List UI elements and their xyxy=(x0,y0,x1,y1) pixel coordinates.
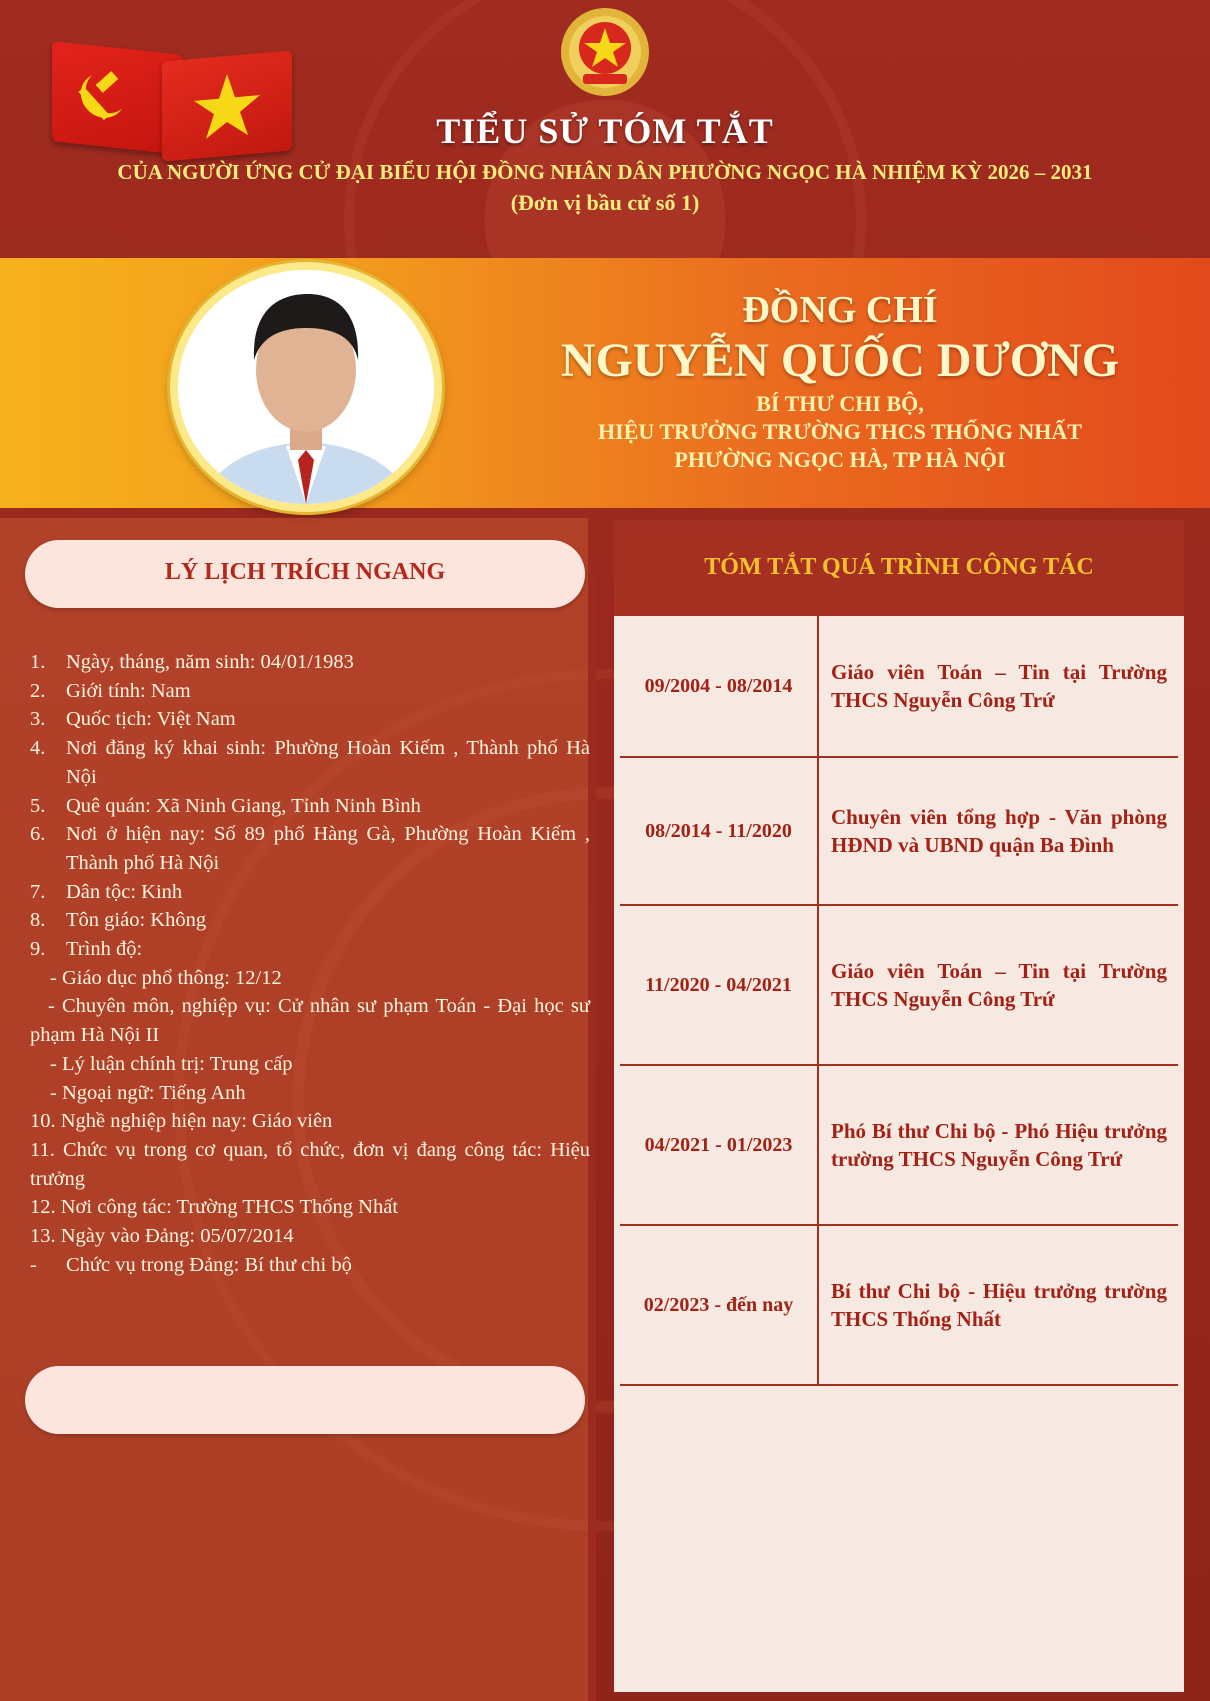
list-item xyxy=(30,792,590,821)
bio-list xyxy=(30,648,590,1279)
list-item xyxy=(30,878,590,907)
comrade-label: ĐỒNG CHÍ xyxy=(742,289,938,331)
list-item xyxy=(30,648,590,677)
national-emblem-icon xyxy=(559,6,651,98)
empty-pill xyxy=(25,1366,585,1434)
item-text: Quốc tịch: Việt Nam xyxy=(66,708,236,731)
description-cell: Bí thư Chi bộ - Hiệu trưởng trường THCS Thống Nhất xyxy=(831,1279,1167,1331)
list-item xyxy=(30,734,590,791)
header xyxy=(0,0,1210,255)
edu-general: - Giáo dục phổ thông: 12/12 xyxy=(50,966,282,989)
item-number: 6. xyxy=(30,823,46,846)
period-cell: 02/2023 - đến nay xyxy=(620,1226,819,1384)
electoral-unit: (Đơn vị bầu cử số 1) xyxy=(510,190,700,215)
career-heading-bar xyxy=(614,520,1184,616)
item-text: Ngày, tháng, năm sinh: 04/01/1983 xyxy=(66,651,354,673)
table-row xyxy=(620,1226,1178,1386)
item-number: 2. xyxy=(30,679,46,702)
career-heading: TÓM TẮT QUÁ TRÌNH CÔNG TÁC xyxy=(704,554,1094,580)
item-number: 7. xyxy=(30,880,46,903)
period-cell: 04/2021 - 01/2023 xyxy=(620,1066,819,1224)
period-cell: 09/2004 - 08/2014 xyxy=(620,616,819,756)
list-item xyxy=(30,906,590,935)
edu-language: - Ngoại ngữ: Tiếng Anh xyxy=(50,1081,246,1104)
item-number: 1. xyxy=(30,651,46,673)
list-item-occupation: 10. Nghề nghiệp hiện nay: Giáo viên xyxy=(30,1110,333,1133)
item-text: Nơi đăng ký khai sinh: Phường Hoàn Kiếm , Thành phố Hà Nội xyxy=(66,737,590,788)
bio-heading-pill xyxy=(25,540,585,608)
item-number: 9. xyxy=(30,938,46,961)
period-cell: 08/2014 - 11/2020 xyxy=(620,758,819,904)
table-row xyxy=(620,758,1178,906)
item-text: Giới tính: Nam xyxy=(66,679,191,702)
period-cell: 11/2020 - 04/2021 xyxy=(620,906,819,1064)
item-text: Trình độ: xyxy=(66,938,143,961)
edu-politics: - Lý luận chính trị: Trung cấp xyxy=(50,1052,293,1075)
candidate-role-line: PHƯỜNG NGỌC HÀ, TP HÀ NỘI xyxy=(674,447,1006,472)
bio-heading: LÝ LỊCH TRÍCH NGANG xyxy=(164,559,446,585)
table-row xyxy=(620,616,1178,758)
item-number: 3. xyxy=(30,708,46,731)
edu-specialty: - Chuyên môn, nghiệp vụ: Cử nhân sư phạm Toán - Đại học sư phạm Hà Nội II xyxy=(30,995,590,1047)
page-subtitle: CỦA NGƯỜI ỨNG CỬ ĐẠI BIỂU HỘI ĐỒNG NHÂN DÂN PHƯỜNG NGỌC HÀ NHIỆM KỲ 2026 – 2031 xyxy=(117,160,1093,184)
item-number: 5. xyxy=(30,794,46,817)
description-cell: Chuyên viên tổng hợp - Văn phòng HĐND và UBND quận Ba Đình xyxy=(831,805,1167,857)
list-item xyxy=(30,705,590,734)
item-text: Nơi ở hiện nay: Số 89 phố Hàng Gà, Phường Hoàn Kiếm , Thành phố Hà Nội xyxy=(66,823,590,874)
item-text: Quê quán: Xã Ninh Giang, Tỉnh Ninh Bình xyxy=(66,794,421,817)
item-number: 4. xyxy=(30,737,46,760)
description-cell: Giáo viên Toán – Tin tại Trường THCS Nguyễn Công Trứ xyxy=(831,959,1167,1011)
candidate-photo xyxy=(170,262,442,512)
description-cell: Giáo viên Toán – Tin tại Trường THCS Nguyễn Công Trứ xyxy=(831,660,1167,712)
table-row xyxy=(620,1066,1178,1226)
list-item-party-role xyxy=(30,1251,590,1280)
list-item-party-date: 13. Ngày vào Đảng: 05/07/2014 xyxy=(30,1225,294,1248)
career-table xyxy=(620,616,1178,1386)
list-item-position: 11. Chức vụ trong cơ quan, tổ chức, đơn vị đang công tác: Hiệu trưởng xyxy=(30,1138,590,1190)
item-dash: - xyxy=(30,1253,37,1276)
list-item xyxy=(30,935,590,964)
item-number: 8. xyxy=(30,909,46,932)
career-panel xyxy=(614,520,1184,1692)
candidate-role-line: HIỆU TRƯỞNG TRƯỜNG THCS THỐNG NHẤT xyxy=(598,419,1082,444)
candidate-role-line: BÍ THƯ CHI BỘ, xyxy=(756,391,924,416)
item-text: Dân tộc: Kinh xyxy=(66,880,183,903)
item-text: Tôn giáo: Không xyxy=(66,909,207,932)
description-cell: Phó Bí thư Chi bộ - Phó Hiệu trưởng trường THCS Nguyễn Công Trứ xyxy=(831,1119,1167,1171)
list-item xyxy=(30,820,590,877)
candidate-name: NGUYỄN QUỐC DƯƠNG xyxy=(560,334,1120,387)
list-item xyxy=(30,677,590,706)
table-row xyxy=(620,906,1178,1066)
item-text: Chức vụ trong Đảng: Bí thư chi bộ xyxy=(66,1253,352,1276)
page-title: TIỂU SỬ TÓM TẮT xyxy=(436,111,774,151)
list-item-workplace: 12. Nơi công tác: Trường THCS Thống Nhất xyxy=(30,1196,399,1219)
candidate-name-block xyxy=(520,288,1160,474)
